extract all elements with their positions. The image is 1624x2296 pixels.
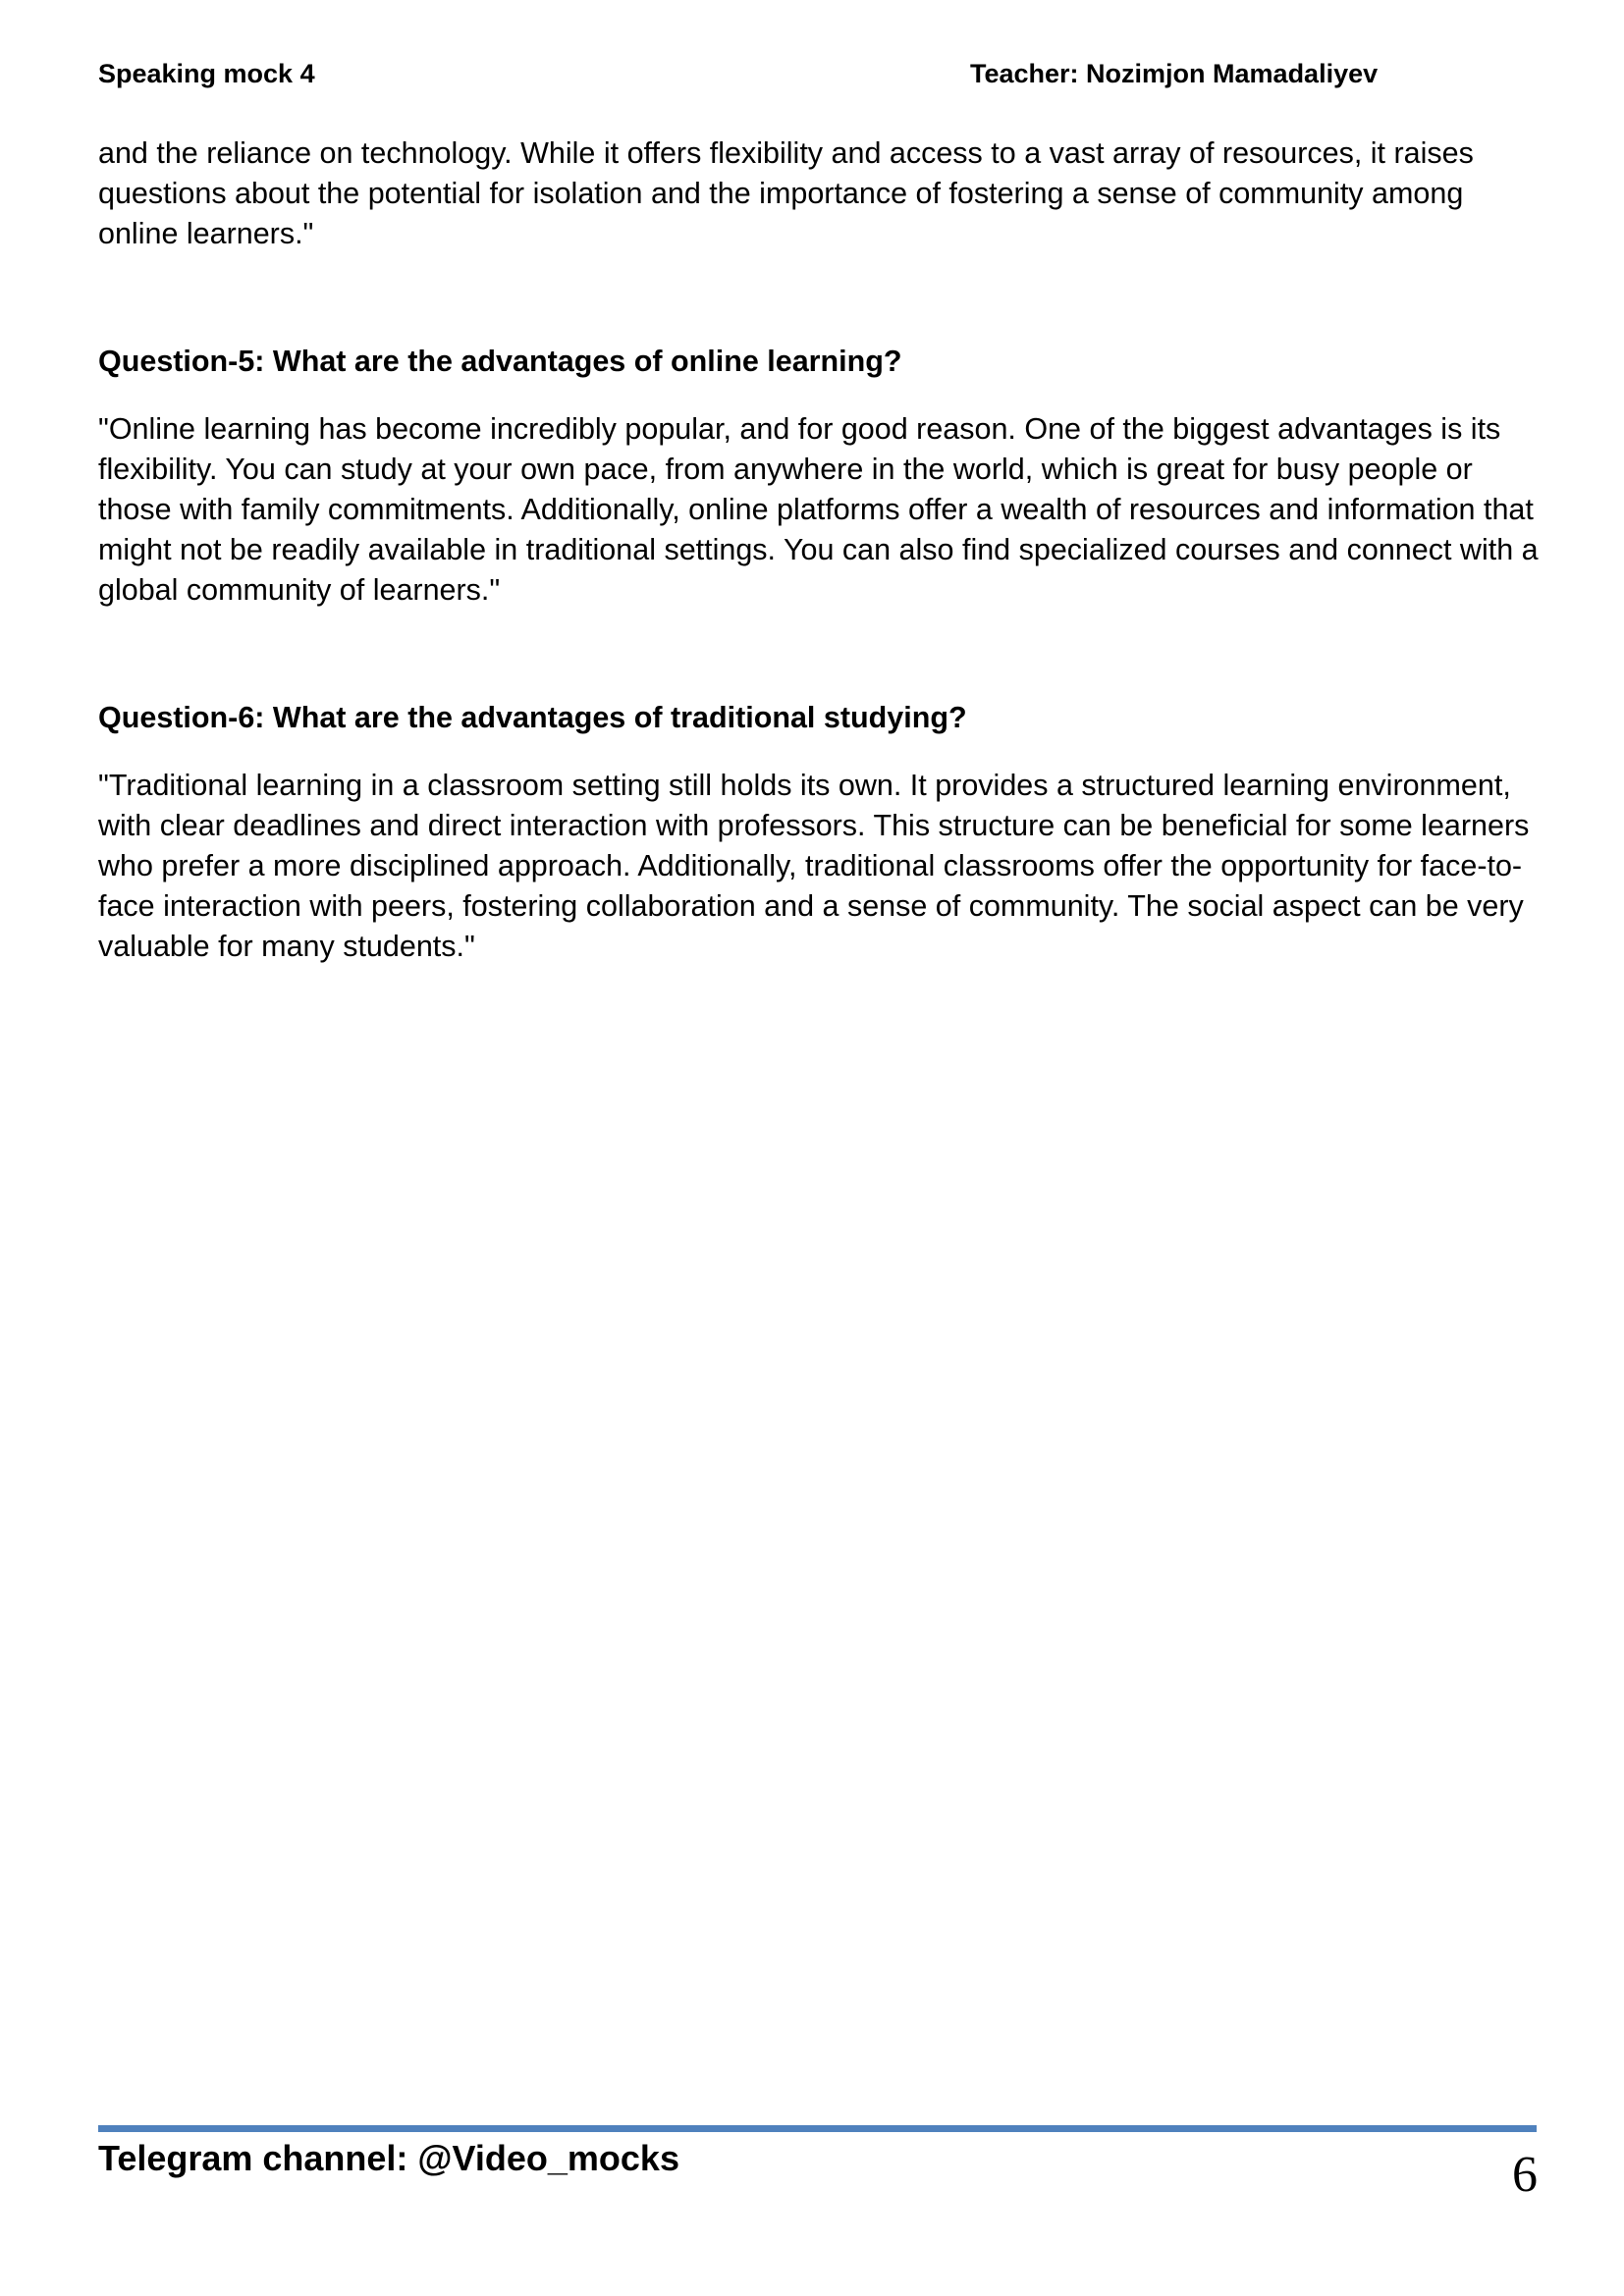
header-title: Speaking mock 4 bbox=[98, 59, 315, 88]
document-body bbox=[98, 133, 1542, 967]
footer-channel: Telegram channel: @Video_mocks bbox=[98, 2138, 679, 2178]
page-number: 6 bbox=[1512, 2147, 1538, 2203]
page-header bbox=[98, 59, 1384, 98]
question-6-heading: Question-6: What are the advantages of traditional studying? bbox=[98, 701, 967, 734]
header-teacher: Teacher: Nozimjon Mamadaliyev bbox=[970, 59, 1379, 88]
footer-divider bbox=[98, 2125, 1537, 2132]
question-6-answer: "Traditional learning in a classroom setting still holds its own. It provides a structured learning environment, with clear deadlines and direct interaction with professors. This structure can be beneficial for some learners who prefer a more disciplined approach. Additionally, traditional classrooms offer the opportunity for face-to-face interaction with peers, fostering collaboration and a sense of community. The social aspect can be very valuable for many students." bbox=[98, 769, 1530, 963]
continuation-paragraph: and the reliance on technology. While it offers flexibility and access to a vast array of resources, it raises questions about the potential for isolation and the importance of fostering a sense of community among online learners." bbox=[98, 136, 1474, 250]
question-5-heading: Question-5: What are the advantages of online learning? bbox=[98, 345, 902, 378]
question-5-answer: "Online learning has become incredibly popular, and for good reason. One of the biggest advantages is its flexibility. You can study at your own pace, from anywhere in the world, which is great for busy people or those with family commitments. Additionally, online platforms offer a wealth of resources and information that might not be readily available in traditional settings. You can also find specialized courses and connect with a global community of learners." bbox=[98, 412, 1539, 607]
